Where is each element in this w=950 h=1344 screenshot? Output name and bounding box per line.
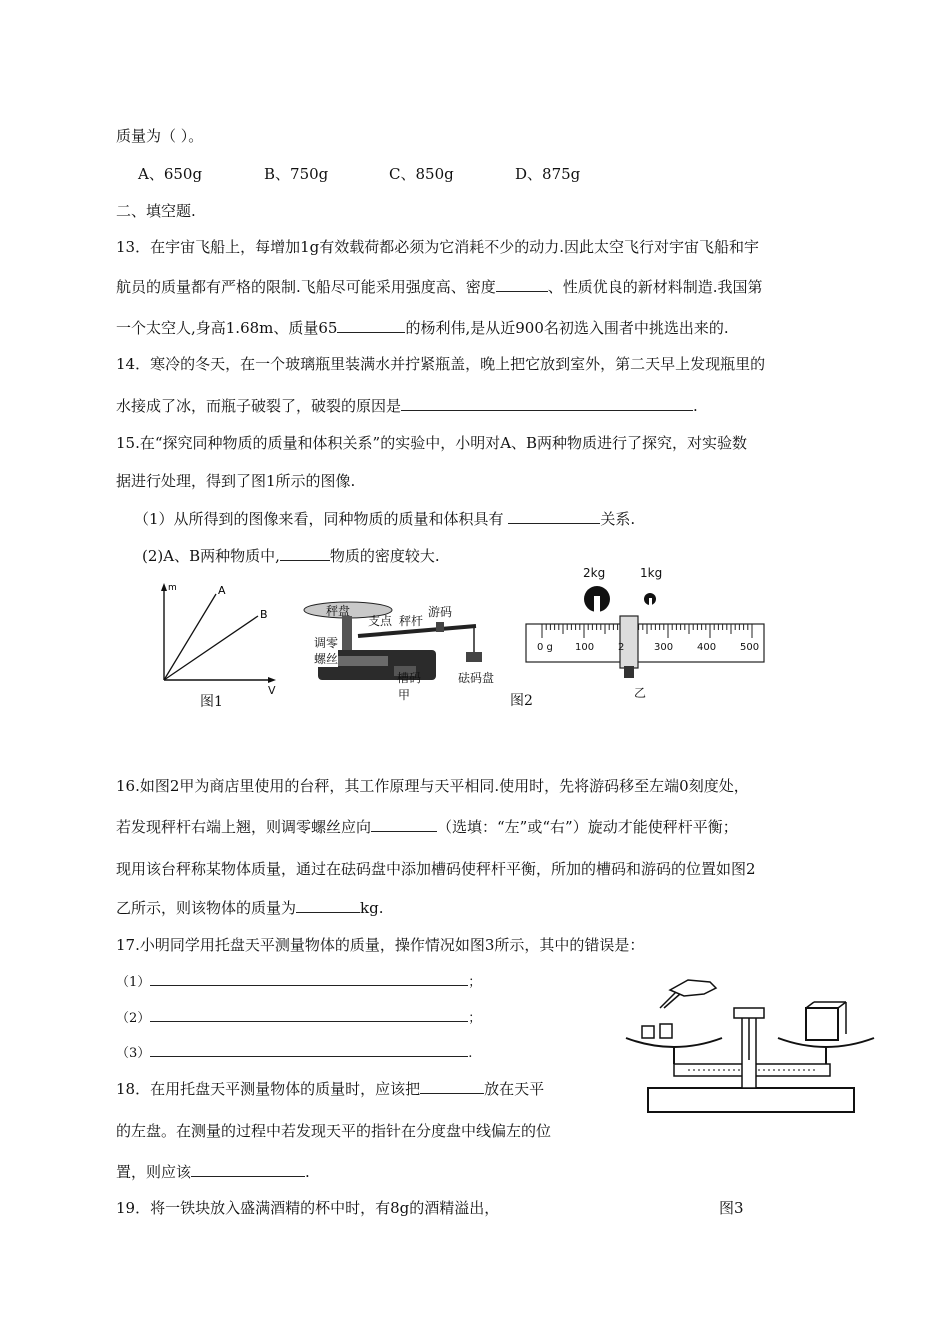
line-a (164, 594, 216, 680)
q16-line-3: 现用该台秤称某物体质量，通过在砝码盘中添加槽码使秤杆平衡，所加的槽码和游码的位置如图2 (116, 860, 756, 878)
scale-rider (436, 622, 444, 632)
q12-option-c: C、850g (389, 165, 454, 183)
scale-post (342, 616, 352, 652)
q13-text: 、性质优良的新材料制造.我国第 (547, 278, 763, 296)
label-yi: 乙 (634, 686, 647, 700)
v-axis-label: V (268, 684, 276, 697)
figure-1-graph (150, 580, 280, 695)
q18-line-3 (116, 1162, 310, 1182)
q19-line-1: 19．将一铁块放入盛满酒精的杯中时，有8g的酒精溢出， (116, 1199, 500, 1217)
q18-line-2: 的左盘。在测量的过程中若发现天平的指针在分度盘中线偏左的位 (116, 1122, 552, 1140)
label-tray: 秤盘 (326, 604, 351, 618)
v-axis-arrow (268, 677, 276, 683)
q15-line-2: 据进行处理，得到了图1所示的图像. (116, 472, 356, 490)
ruler-label-200: 2 (618, 642, 625, 653)
q17-item-number: （2） (116, 1011, 151, 1026)
ruler-label-500: 500 (740, 642, 760, 653)
q18-text: 放在天平 (484, 1080, 545, 1098)
weight-1kg-label: 1kg (640, 566, 663, 580)
q12-option-a: A、650g (138, 165, 203, 183)
q13-blank-density[interactable] (496, 277, 548, 292)
q18-text: 18．在用托盘天平测量物体的质量时，应该把 (116, 1080, 421, 1098)
left-pan (626, 1038, 722, 1047)
q16-line-2 (116, 817, 738, 837)
q16-text: （选填：“左”或“右”）旋动才能使秤杆平衡； (437, 818, 738, 836)
label-pan: 砝码盘 (458, 671, 495, 685)
q14-line-1: 14．寒冷的冬天，在一个玻璃瓶里装满水并拧紧瓶盖，晚上把它放到室外，第二天早上发现瓶里的 (116, 355, 766, 373)
figure-2-caption: 图2 (510, 693, 533, 709)
q15-line-1: 15.在“探究同种物质的质量和体积关系”的实验中，小明对A、B两种物质进行了探究，对实验数 (116, 434, 748, 452)
weight-small-2 (660, 1024, 672, 1038)
q13-line-3 (116, 318, 729, 338)
line-a-label: A (218, 584, 226, 597)
figure-1-caption: 图1 (200, 694, 223, 710)
q18-text: 置，则应该 (116, 1163, 192, 1181)
label-jia: 甲 (398, 688, 411, 702)
q12-option-b: B、750g (264, 165, 329, 183)
ruler-label-100: 100 (575, 642, 595, 653)
q15-blank-denser[interactable] (280, 546, 330, 561)
object-block-edge (838, 1002, 846, 1008)
q12-option-d: D、875g (515, 165, 581, 183)
q13-line-1: 13．在宇宙飞船上，每增加1g有效载荷都必须为它消耗不少的动力.因此太空飞行对宇宙飞船和宇 (116, 238, 760, 256)
q17-line-1: 17.小明同学用托盘天平测量物体的质量，操作情况如图3所示，其中的错误是： (116, 936, 645, 954)
m-axis-label: m (168, 583, 177, 593)
q15-text: 物质的密度较大. (329, 547, 440, 565)
q15-text: （1）从所得到的图像来看，同种物质的质量和体积具有 (134, 510, 504, 528)
q17-item-1 (116, 971, 481, 993)
q16-line-1: 16.如图2甲为商店里使用的台秤，其工作原理与天平相同.使用时，先将游码移至左端0刻度处， (116, 777, 749, 795)
weight-pan (466, 652, 482, 662)
q18-text: . (305, 1163, 310, 1181)
q17-item-3 (116, 1042, 472, 1064)
label-slot-weight: 槽码 (397, 671, 422, 685)
q15-text: 关系. (600, 510, 636, 528)
q14-blank-reason[interactable] (401, 396, 693, 411)
q17-item-number: （1） (116, 975, 151, 990)
ruler-label-400: 400 (697, 642, 717, 653)
section-heading: 二、填空题. (116, 202, 196, 220)
line-b (164, 616, 258, 680)
q15-blank-relation[interactable] (508, 509, 600, 524)
q18-blank-action[interactable] (191, 1162, 305, 1177)
q13-blank-mass[interactable] (337, 318, 405, 333)
ruler-label-0: 0 g (537, 642, 553, 653)
q12-stem-tail: 质量为（ ）。 (116, 127, 204, 145)
q17-item-end: ； (468, 975, 482, 990)
figure-3-balance (618, 968, 878, 1120)
q13-text: 一个太空人,身高1.68m、质量65 (116, 319, 338, 337)
weight-1kg-slot (649, 598, 652, 606)
balance-base (648, 1088, 854, 1112)
weight-2kg-slot (594, 596, 600, 612)
q17-blank-3[interactable] (150, 1042, 468, 1057)
q16-blank-direction[interactable] (371, 817, 437, 832)
q17-item-number: （3） (116, 1046, 151, 1061)
figure-3-caption: 图3 (719, 1199, 744, 1217)
q13-text: 航员的质量都有严格的限制.飞船尽可能采用强度高、密度 (116, 278, 496, 296)
figure-2-ruler (522, 566, 772, 686)
q14-line-2 (116, 396, 698, 416)
q17-item-end: ； (468, 1011, 482, 1026)
ruler-body (526, 624, 764, 662)
label-rider: 游码 (428, 605, 453, 619)
weight-2kg-label: 2kg (583, 566, 606, 580)
q15-sub-2 (142, 546, 440, 566)
weight-small-1 (642, 1026, 654, 1038)
q18-blank-object[interactable] (420, 1079, 484, 1094)
q17-item-end: . (468, 1046, 473, 1061)
balance-top (734, 1008, 764, 1018)
q15-text: (2)A、B两种物质中, (142, 547, 280, 565)
m-axis-arrow (161, 583, 167, 591)
label-beam: 秤杆 (399, 614, 424, 628)
q16-text: kg. (360, 899, 384, 917)
label-zero-screw-2: 螺丝 (314, 652, 339, 666)
ruler-label-300: 300 (654, 642, 674, 653)
q13-text: 的杨利伟,是从近900名初选入围者中挑选出来的. (405, 319, 729, 337)
q18-line-1 (116, 1079, 544, 1099)
q16-text: 乙所示，则该物体的质量为 (116, 899, 297, 917)
q17-blank-2[interactable] (150, 1007, 468, 1022)
line-b-label: B (260, 608, 268, 621)
object-block (806, 1008, 838, 1040)
q16-line-4 (116, 898, 383, 918)
ruler-rider-knob (624, 666, 634, 678)
q16-text: 若发现秤杆右端上翘，则调零螺丝应向 (116, 818, 372, 836)
q14-text: 水接成了冰，而瓶子破裂了，破裂的原因是 (116, 397, 402, 415)
label-fulcrum: 支点 (368, 614, 393, 628)
q16-blank-mass[interactable] (296, 898, 360, 913)
q13-line-2 (116, 277, 763, 297)
q15-sub-1 (134, 509, 635, 529)
q14-text: . (693, 397, 698, 415)
hand-icon (670, 980, 716, 996)
q17-item-2 (116, 1007, 481, 1029)
q17-blank-1[interactable] (150, 971, 468, 986)
label-zero-screw-1: 调零 (314, 636, 339, 650)
